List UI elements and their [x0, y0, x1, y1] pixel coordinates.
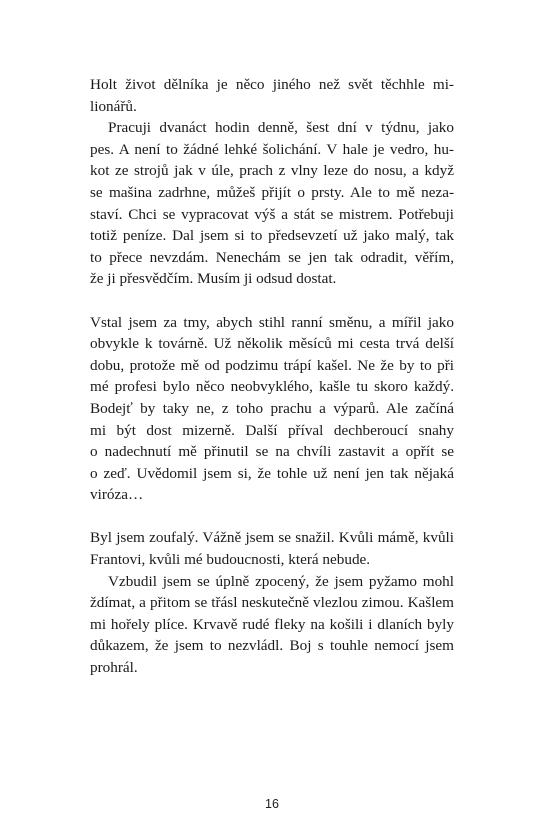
text-line: se mašina zadrhne, můžeš přijít o prsty. Ale to mě neza- — [90, 183, 454, 201]
text-line: ždímat, a přitom se třásl neskutečně vlezlou zimou. Kašlem — [90, 594, 454, 612]
paragraph-3 — [90, 312, 454, 506]
paragraph-1 — [90, 74, 454, 117]
text-line: pes. A není to žádné lehké šolichání. V hale je vedro, hu- — [90, 140, 454, 158]
text-line: prohrál. — [90, 659, 138, 677]
text-line: o zeď. Uvědomil jsem si, že tohle už není jen tak nějaká — [90, 464, 454, 482]
text-line: Holt život dělníka je něco jiného než svět těchhle mi- — [90, 76, 454, 93]
text-line: mé profesi bylo něco neobvyklého, kašle tu skoro každý. — [90, 378, 454, 396]
paragraph-5 — [90, 571, 454, 679]
section-break — [90, 506, 454, 528]
text-line: viróza… — [90, 486, 144, 504]
text-line: Frantovi, kvůli mé budoucnosti, která nebude. — [90, 551, 371, 569]
text-line: mi hořely plíce. Krvavě rudé fleky na košili i dlaních byly — [90, 615, 454, 633]
text-line: lionářů. — [90, 97, 137, 115]
text-line: kot ze strojů jak v úle, prach z vlny leze do nosu, a když — [90, 162, 454, 180]
text-line: o nadechnutí mě přinutil se na chvíli zastavit a opřít se — [90, 443, 454, 461]
text-line: obvykle k továrně. Už několik měsíců mi cesta trvá delší — [90, 335, 454, 353]
text-line: Byl jsem zoufalý. Vážně jsem se snažil. Kvůli mámě, kvůli — [90, 529, 454, 547]
text-line: že ji přesvědčím. Musím ji odsud dostat. — [90, 270, 337, 288]
book-page-body — [90, 74, 454, 679]
text-line: dobu, protože mě od podzimu trápí kašel. Ne že by to při — [90, 356, 454, 374]
text-line: totiž peníze. Dal jsem si to předsevzetí už jako malý, tak — [90, 227, 454, 245]
text-line: Bodejť by taky ne, z toho prachu a výparů. Ale začíná — [90, 399, 454, 417]
page-number: 16 — [265, 797, 279, 811]
text-line: staví. Chci se vypracovat výš a stát se mistrem. Potřebuji — [90, 205, 454, 223]
text-line: Vstal jsem za tmy, abych stihl ranní směnu, a mířil jako — [90, 313, 454, 331]
paragraph-4 — [90, 527, 454, 570]
paragraph-2 — [90, 117, 454, 290]
text-line: Vzbudil jsem se úplně zpocený, že jsem pyžamo mohl — [108, 572, 454, 590]
text-line: důkazem, že jsem to nezvládl. Boj s touhle nemocí jsem — [90, 637, 454, 655]
section-break — [90, 290, 454, 312]
text-line: to přece nevzdám. Nenechám se jen tak odradit, věřím, — [90, 248, 454, 266]
text-line: Pracuji dvanáct hodin denně, šest dní v týdnu, jako — [108, 119, 454, 137]
text-line: mi být dost mizerně. Další příval dechberoucí snahy — [90, 421, 454, 439]
